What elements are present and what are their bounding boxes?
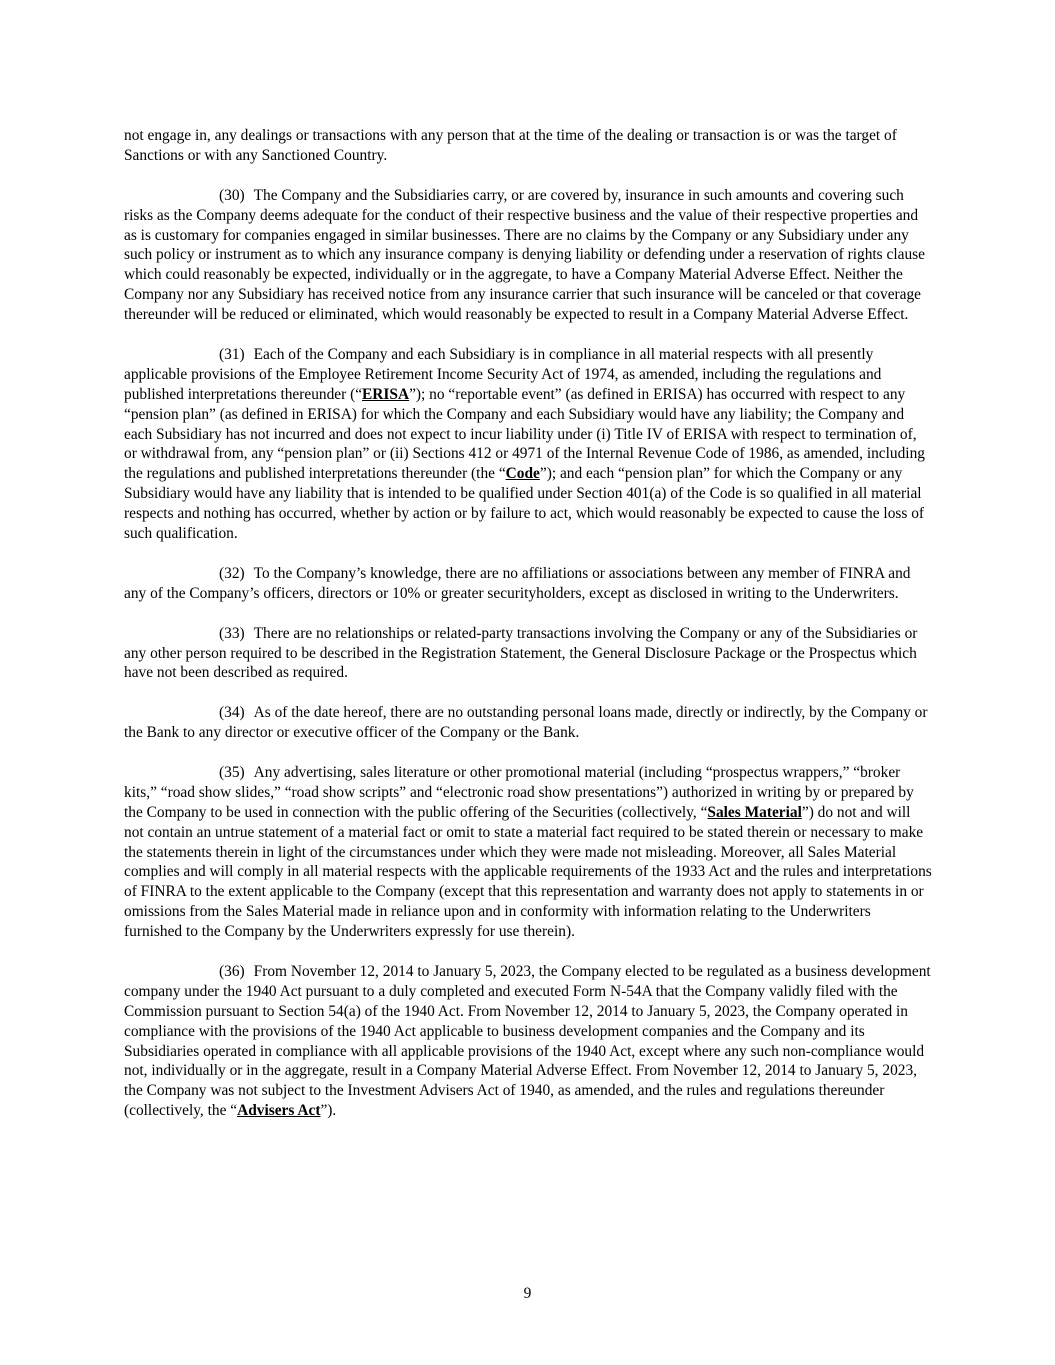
paragraph-text: Any advertising, sales literature or other promotional material (including “prospectus wrappers,” “broker kits,” “road show slides,” “road show scripts” and “electronic road show presentations”) authorized in writing by or prepared by the Company to be used in connection with the public offering of the Securities (collectively, “: [124, 763, 914, 821]
paragraph-35: [124, 763, 932, 942]
paragraph-number: (34): [219, 704, 245, 722]
paragraph-number: (36): [219, 962, 245, 980]
paragraph-31: [124, 345, 932, 544]
paragraph-text: The Company and the Subsidiaries carry, or are covered by, insurance in such amounts and covering such risks as the Company deems adequate for the conduct of their respective business and the value of their respective properties and as is customary for companies engaged in similar businesses. There are no claims by the Company or any Subsidiary under any such policy or instrument as to which any insurance company is denying liability or defending under a reservation of rights clause which could reasonably be expected, individually or in the aggregate, to have a Company Material Adverse Effect. Neither the Company nor any Subsidiary has received notice from any insurance carrier that such insurance will be canceled or that coverage thereunder will be reduced or eliminated, which would reasonably be expected to result in a Company Material Adverse Effect.: [124, 186, 925, 324]
paragraph-text: From November 12, 2014 to January 5, 2023, the Company elected to be regulated as a business development company under the 1940 Act pursuant to a duly completed and executed Form N-54A that the Company validly filed with the Commission pursuant to Section 54(a) of the 1940 Act. From November 12, 2014 to January 5, 2023, the Company operated in compliance with the provisions of the 1940 Act applicable to business development companies and the Company and its Subsidiaries operated in compliance with all applicable provisions of the 1940 Act, except where any such non-compliance would not, individually or in the aggregate, result in a Company Material Adverse Effect. From November 12, 2014 to January 5, 2023, the Company was not subject to the Investment Advisers Act of 1940, as amended, and the rules and regulations thereunder (collectively, the “: [124, 962, 931, 1120]
paragraph-text: ”).: [320, 1102, 337, 1120]
paragraph-text: As of the date hereof, there are no outstanding personal loans made, directly or indirectly, by the Company or the Bank to any director or executive officer of the Company or the Bank.: [124, 704, 928, 742]
defined-term-sales-material: Sales Material: [707, 803, 802, 821]
defined-term-code: Code: [505, 465, 540, 483]
paragraph-continuation: not engage in, any dealings or transactions with any person that at the time of the dealing or transaction is or was the target of Sanctions or with any Sanctioned Country.: [124, 127, 897, 164]
paragraph-30: [124, 186, 932, 325]
paragraph-number: (32): [219, 564, 245, 582]
paragraph-text: To the Company’s knowledge, there are no affiliations or associations between any member of FINRA and any of the Company’s officers, directors or 10% or greater securityholders, except as disclosed in writing to the Underwriters.: [124, 564, 911, 602]
paragraph-text: ”) do not and will not contain an untrue statement of a material fact or omit to state a material fact required to be stated therein or necessary to make the statements therein in light of the circumstances under which they were made not misleading. Moreover, all Sales Material complies and will comply in all material respects with the applicable requirements of the 1933 Act and the rules and interpretations of FINRA to the extent applicable to the Company (except that this representation and warranty does not apply to statements in or omissions from the Sales Material made in reliance upon and in conformity with information relating to the Underwriters furnished to the Company by the Underwriters expressly for use therein).: [124, 803, 932, 941]
paragraph-number: (31): [219, 345, 245, 363]
document-page: [124, 126, 932, 1121]
paragraph-number: (35): [219, 763, 245, 781]
paragraph-number: (33): [219, 624, 245, 642]
page-number: 9: [523, 1285, 532, 1302]
paragraph-32: [124, 564, 932, 604]
defined-term-erisa: ERISA: [362, 385, 410, 403]
paragraph-33: [124, 624, 932, 684]
paragraph-text: ”); and each “pension plan” for which the Company or any Subsidiary would have any liability that is intended to be qualified under Section 401(a) of the Code is so qualified in all material respects and nothing has occurred, whether by action or by failure to act, which would reasonably be expected to cause the loss of such qualification.: [124, 465, 925, 543]
defined-term-advisers-act: Advisers Act: [237, 1102, 321, 1120]
paragraph-36: [124, 962, 932, 1121]
paragraph-number: (30): [219, 186, 245, 204]
paragraph-34: [124, 703, 932, 743]
paragraph-text: There are no relationships or related-party transactions involving the Company or any of the Subsidiaries or any other person required to be described in the Registration Statement, the General Disclosure Package or the Prospectus which have not been described as required.: [124, 624, 918, 682]
paragraph-text: Each of the Company and each Subsidiary is in compliance in all material respects with all presently applicable provisions of the Employee Retirement Income Security Act of 1974, as amended, including the regulations and published interpretations thereunder (“: [124, 345, 882, 403]
paragraph-text: ”); no “reportable event” (as defined in ERISA) has occurred with respect to any “pension plan” (as defined in ERISA) for which the Company and each Subsidiary would have any liability; the Company and each Subsidiary has not incurred and does not expect to incur liability under (i) Title IV of ERISA with respect to termination of, or withdrawal from, any “pension plan” or (ii) Sections 412 or 4971 of the Internal Revenue Code of 1986, as amended, including the regulations and published interpretations thereunder (the “: [124, 385, 925, 483]
